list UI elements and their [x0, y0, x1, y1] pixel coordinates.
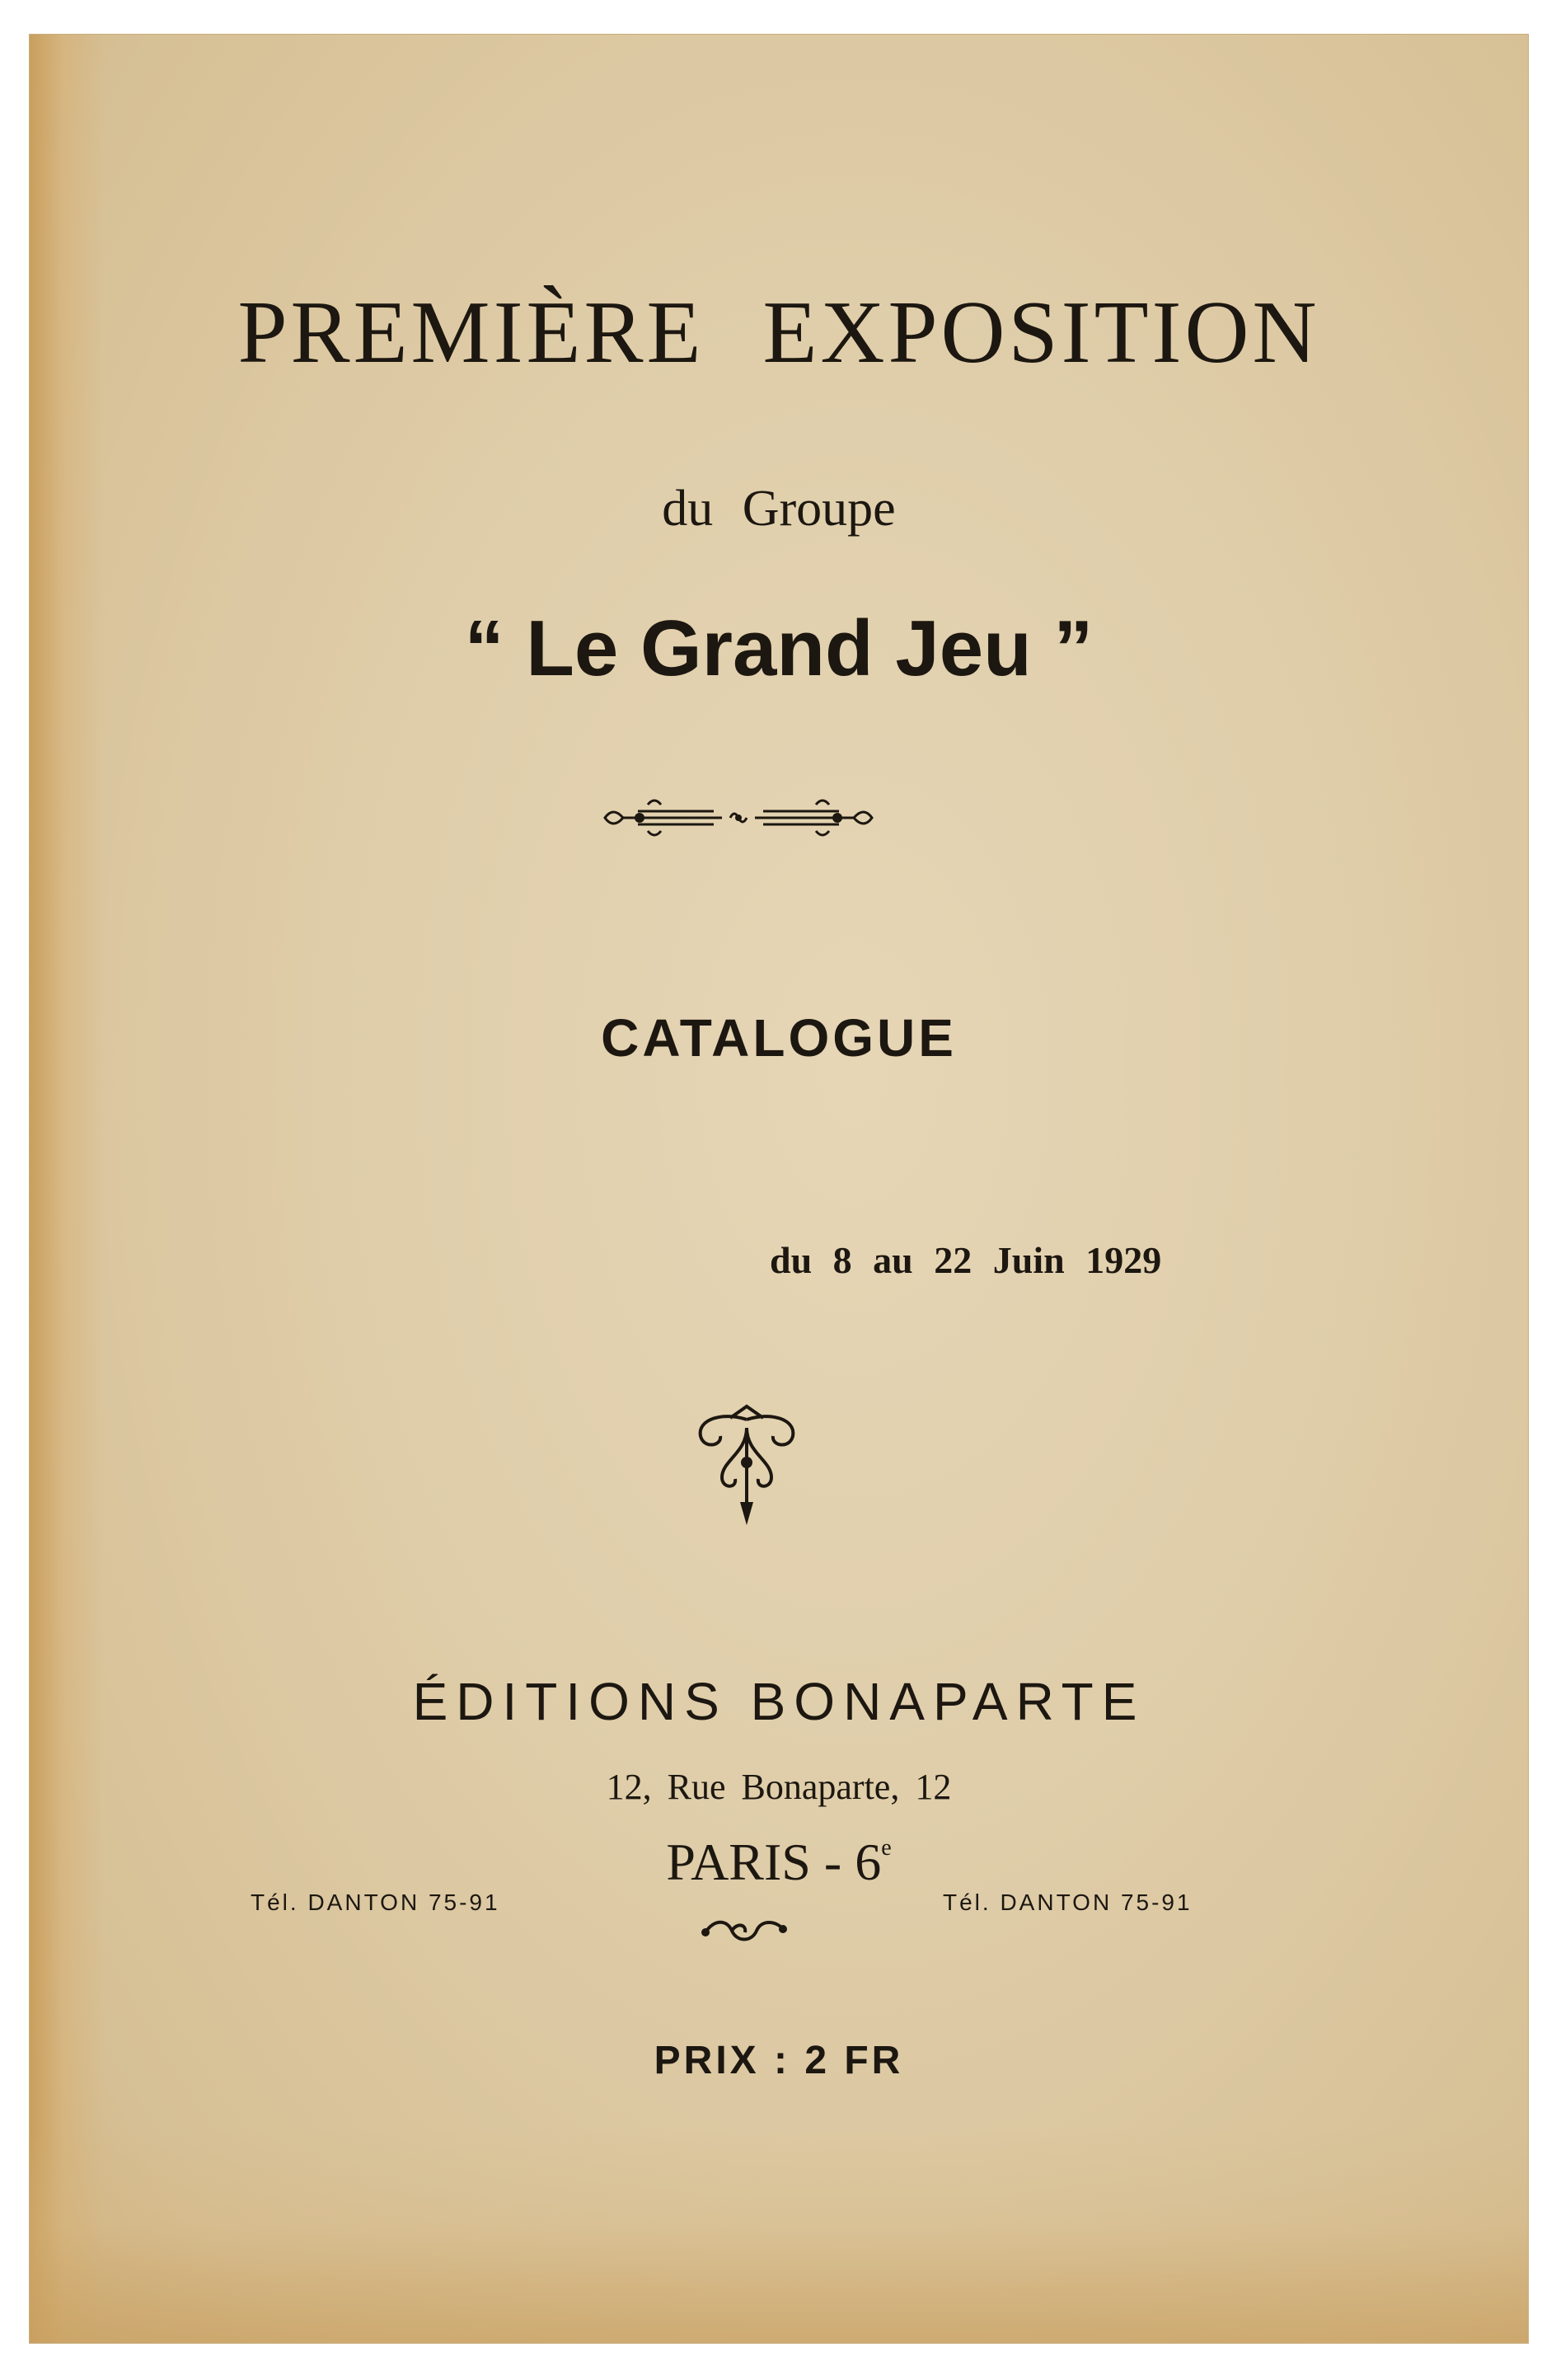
publisher-name: ÉDITIONS BONAPARTE: [412, 1672, 1146, 1731]
price-label: PRIX : 2 FR: [654, 2039, 904, 2082]
arrondissement-superscript: e: [881, 1835, 892, 1861]
catalogue-heading: CATALOGUE: [601, 1008, 957, 1068]
city-name: PARIS - 6: [666, 1833, 882, 1891]
publisher-city: [30, 1832, 1528, 1893]
exhibition-dates: du 8 au 22 Juin 1929: [770, 1239, 1162, 1281]
small-flourish-ornament: [699, 1914, 790, 1947]
subtitle: du Groupe: [662, 481, 896, 537]
phone-left: Tél. DANTON 75-91: [251, 1889, 500, 1915]
publisher-address: 12, Rue Bonaparte, 12: [606, 1767, 952, 1807]
catalogue-cover-page: [30, 35, 1528, 2343]
exhibition-title: PREMIÈRE EXPOSITION: [237, 284, 1320, 382]
fleuron-ornament: [689, 1403, 804, 1527]
scroll-divider-ornament: [598, 793, 879, 843]
group-name: “ Le Grand Jeu ”: [464, 604, 1094, 692]
phone-right: Tél. DANTON 75-91: [943, 1889, 1193, 1915]
